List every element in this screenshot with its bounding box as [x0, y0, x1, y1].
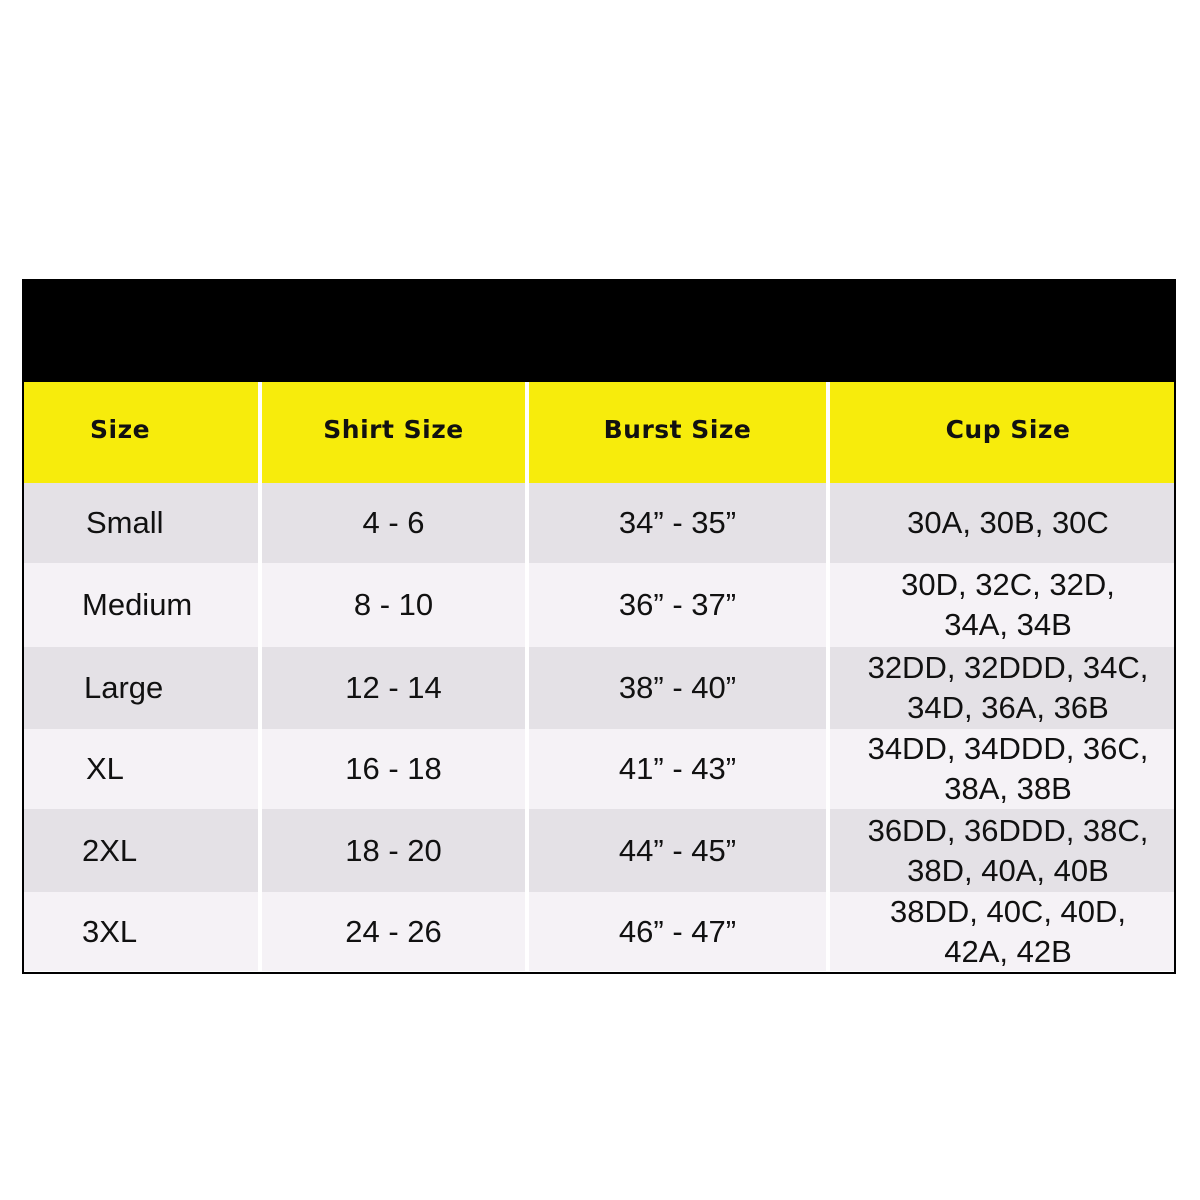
table-cell-burst-size: 38” - 40” — [529, 647, 826, 729]
column-header-size: Size — [24, 382, 258, 483]
table-cell-cup-size: 32DD, 32DDD, 34C, 34D, 36A, 36B — [830, 647, 1176, 729]
table-cell-burst-size: 41” - 43” — [529, 729, 826, 809]
table-header-bar — [24, 281, 1174, 382]
table-cell-shirt-size: 16 - 18 — [262, 729, 525, 809]
table-cell-burst-size: 36” - 37” — [529, 563, 826, 647]
table-cell-size: 3XL — [24, 892, 258, 971]
table-cell-burst-size: 44” - 45” — [529, 809, 826, 892]
table-cell-cup-size: 30D, 32C, 32D, 34A, 34B — [830, 563, 1176, 647]
table-cell-shirt-size: 8 - 10 — [262, 563, 525, 647]
column-header-shirt-size: Shirt Size — [262, 382, 525, 483]
table-cell-shirt-size: 24 - 26 — [262, 892, 525, 971]
table-cell-shirt-size: 12 - 14 — [262, 647, 525, 729]
table-cell-size: Large — [24, 647, 258, 729]
table-cell-size: 2XL — [24, 809, 258, 892]
table-cell-cup-size: 30A, 30B, 30C — [830, 483, 1176, 563]
table-cell-cup-size: 38DD, 40C, 40D, 42A, 42B — [830, 892, 1176, 971]
table-cell-burst-size: 34” - 35” — [529, 483, 826, 563]
size-grid — [24, 382, 1174, 971]
table-cell-shirt-size: 18 - 20 — [262, 809, 525, 892]
table-cell-size: Small — [24, 483, 258, 563]
table-cell-size: XL — [24, 729, 258, 809]
column-header-burst-size: Burst Size — [529, 382, 826, 483]
column-header-cup-size: Cup Size — [830, 382, 1176, 483]
table-cell-shirt-size: 4 - 6 — [262, 483, 525, 563]
size-chart-table — [22, 279, 1176, 974]
table-cell-cup-size: 34DD, 34DDD, 36C, 38A, 38B — [830, 729, 1176, 809]
table-cell-burst-size: 46” - 47” — [529, 892, 826, 971]
table-cell-cup-size: 36DD, 36DDD, 38C, 38D, 40A, 40B — [830, 809, 1176, 892]
table-cell-size: Medium — [24, 563, 258, 647]
